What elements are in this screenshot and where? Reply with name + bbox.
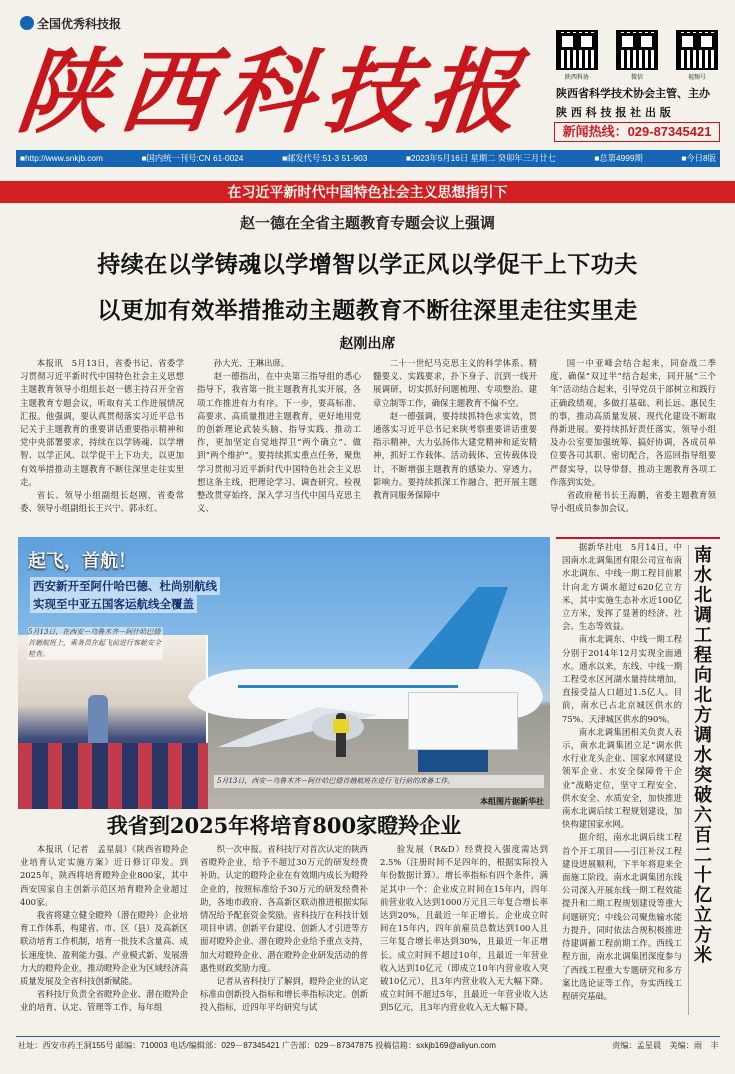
paragraph: 南水北调东、中线一期工程分别于2014年12月实现全面通水。通水以来，东线、中线一期工程受水区河湖水量持续增加，直接受益人口超过1.5亿人。目前，南水已占北京城区供水的75%、天津城区供水的90%。: [562, 634, 682, 724]
publisher-text: 陕 西 科 技 报 社 出 版: [556, 106, 671, 119]
masthead-char: 技: [318, 38, 424, 146]
water-body: [562, 541, 682, 1015]
paragraph: 据介绍，南水北调后续工程首个开工项目——引江补汉工程建设进展顺利，下半年将迎来全面施工阶段。南水北调集团东线公司深入开展东线一期工程效能提升和二期工程规划建设等重大问题研究；中线公司聚焦输水能力提升，同时依法合规积极推进待建调蓄工程前期工作。西线工程方面，南水北调集团深度参与了西线工程重大专题研究和多方案比选论证等工作，夯实西线工程研究基础。: [562, 832, 682, 1001]
page-count: ■今日8版: [681, 153, 716, 163]
qr-code-group: [556, 30, 718, 81]
award-text: 全国优秀科技报: [20, 15, 121, 32]
paragraph: 据新华社电 5月14日，中国南水北调集团有限公司宣布南水北调东、中线一期工程目前累计向北方调水超过620亿立方米，其中实施生态补水近100亿立方米，发挥了显著的经济、社会、生态等效益。: [562, 542, 682, 632]
paragraph: 省长、领导小组副组长赵刚，省委常委、领导小组副组长王兴宁、郭永红、: [20, 490, 184, 514]
lead-column-2: [197, 357, 361, 543]
paragraph: 省科技厅负责全省瞪羚企业、潜在瞪羚企业的培育、认定、管理等工作，每年组: [20, 989, 188, 1013]
award-logo-icon: [20, 16, 34, 30]
issue-date: ■2023年5月16日 星期二 癸卯年三月廿七: [405, 153, 556, 163]
cn-number: ■国内统一刊号:CN 61-0024: [141, 153, 244, 163]
second-column-1: [20, 843, 188, 1029]
photo-caption: 5月13日，西安－乌鲁木齐－阿什哈巴德首趟航班在进行飞行前的准备工作。: [214, 775, 544, 788]
paragraph: 赵一德指出，在中央第三指导组的悉心指导下，我省第一批主题教育扎实开展，各项工作推进有力有序。下一步，要高标准、高要求、高质量推进主题教育，更好地用党的创新理论武装头脑、指导实践、推动工作，更加坚定自觉地捍卫“两个确立”、做到“两个维护”。要持续抓实重点任务，聚焦学习贯彻习近平新时代中国特色社会主义思想这条主线，把理论学习、调查研究、检视整改贯穿始终，深入学习当代中国马克思主义、: [197, 371, 361, 514]
paragraph: 赵一德强调，要持续抓特色求实效，贯通落实习近平总书记来陕考察重要讲话重要指示精神，大力弘扬伟大建党精神和延安精神，抓好工作载体、活动载体、宣传载体设计，不断增强主题教育的感染力、穿透力、影响力。要持续抓深工作融合，把开展主题教育同服务保障中: [373, 410, 537, 501]
masthead-char: 报: [420, 38, 526, 146]
paragraph: 国一中亚峰会结合起来，同奋战二季度、确保“双过半”结合起来，同开展“三个年”活动结合起来，引导党员干部树立和践行正确政绩观，多做打基础、利长远、惠民生的事，推动高质量发展、现代化建设不断取得新进展。要持续抓好责任落实，领导小组及办公室要加强统筹、搞好协调，各成员单位要各司其职、密切配合，各巡回指导组要严督实导，以导带督，推动主题教育各项工作落到实处。: [550, 358, 716, 487]
qr-code-icon[interactable]: [616, 30, 658, 70]
qr-label: 微信: [630, 75, 643, 81]
paragraph: 本报讯 5月13日，省委书记、省委学习贯彻习近平新时代中国特色社会主义思想主题教育领导小组组长赵一德主持召开全省主题教育专题会议，听取有关工作进展情况汇报。他强调，要认真贯彻落实习近平总书记关于主题教育的重要讲话重要指示精神和党中央部署要求，持续在以学铸魂、以学增智、以学正风、以学促干上下功夫，以更加有效举措推动主题教育不断往深里走往实里走。: [20, 358, 184, 487]
photo-credit: 本组图片据新华社: [480, 797, 544, 806]
sponsor-text: 陕西省科学技术协会主管、主办: [556, 87, 710, 100]
water-headline: 南水北调工程向北方调水突破六百二十亿立方米: [688, 545, 716, 1015]
paragraph: 省政府秘书长王海鹏，省委主题教育领导小组成员参加会议。: [550, 490, 716, 514]
footer-rule: [16, 1036, 720, 1037]
news-hotline: 新闻热线：029-87345421: [554, 122, 720, 142]
post-code: ■邮发代号:51-3 51-903: [282, 153, 368, 163]
second-text: 验发展（R&D）经费投入强度需达到2.5%（注册时间不足四年的，根据实际投入年份数据计算）。增长率指标有四个条件，满足其中一个：企业成立时间在15年内，四年前营业收入达到1000万元且三年复合增长率达到20%，且最近一年正增长。企业成立时间在15年内，四年前雇员总数达到100人且三年复合增长率达到30%，且最近一年正增长。成立时间不超过10年，且最近一年营业收入达到10亿元（即成立10年内营业收入突破10亿元），且3年内营业收入无大幅下降。成立时间不超过5年，且最近一年营业收入达到5亿元，且3年内营业收入无大幅下降。: [380, 844, 548, 1013]
main-photo: [18, 537, 550, 809]
lead-headline-2: 以更加有效举措推动主题教育不断往深里走往实里走: [97, 297, 638, 323]
paragraph: 织一次申报。省科技厅对首次认定的陕西省瞪羚企业，给予不超过30万元的研发经费补助。认定的瞪羚企业在有效期内成长为瞪羚企业的，按照标准给予30万元的研发经费补助，各地市政府、各高新区联动推进根据实际情况给予配套资金奖励。省科技厅在科技计划项目申请、创新平台建设、创新人才引进等方面对瞪羚企业、潜在瞪羚企业给予重点支持，加大对瞪羚企业、潜在瞪羚企业研发活动的普惠性财政奖励力度。: [200, 844, 368, 973]
footer-address: 社址：西安市药王洞155号 邮编：710003 电话/编辑部：029－87345421 广告部：029－87347875 投稿信箱：sxkjb169@aliyun.com: [18, 1041, 496, 1050]
photo-headline-2: 实现至中亚五国客运航线全覆盖: [30, 595, 197, 613]
paragraph: 我省将建立健全瞪羚（潜在瞪羚）企业培育工作体系，构建省、市、区（县）及高新区联动培育工作机制，培育一批技术含量高、成长速度快、盈利能力强、产业模式新、发展潜力大的瞪羚企业，推动瞪羚企业为区域经济高质量发展及全省科技创新赋能。: [20, 910, 188, 987]
qr-code-icon[interactable]: [556, 30, 598, 70]
photo-label: 起飞，首航！: [28, 551, 136, 571]
lead-kicker: 赵一德在全省主题教育专题会议上强调: [239, 215, 495, 232]
website-link[interactable]: ■http://www.snkjb.com: [20, 153, 103, 163]
catering-truck: [408, 692, 518, 750]
paragraph: 二十一世纪马克思主义的科学体系、精髓要义、实践要求，扑下身子、沉到一线开展调研，切实抓好问题梳理、专项整治、建章立制等工作，确保主题教育不偏不空。: [373, 358, 537, 408]
footer-editors: 责编：孟星晨 美编：雨 丰: [612, 1041, 719, 1050]
qr-label: 陕西科协: [564, 75, 589, 81]
paragraph: 南水北调集团相关负责人表示，南水北调集团立足“调水供水行业龙头企业、国家水网建设领军企业、水安全保障骨干企业”战略定位，坚守工程安全、供水安全、水质安全，加快推进南水北调后续工程规划建设，加快构建国家水网。: [562, 726, 682, 830]
lead-column-3: [373, 357, 537, 543]
theme-banner: 在习近平新时代中国特色社会主义思想指引下: [0, 181, 735, 203]
paragraph: 本报讯（记者 孟星晨）《陕西省瞪羚企业培育认定实施方案》近日修订印发。到2025年，陕西将培育瞪羚企业800家，其中西安国家自主创新示范区培育瞪羚企业超过400家。: [20, 844, 188, 907]
second-headline: 我省到2025年将培育800家瞪羚企业: [106, 813, 462, 838]
paragraph: 记者从省科技厅了解到，瞪羚企业的认定标准由创新投入指标和增长率指标决定。创新投入指标，近四年平均研究与试: [200, 976, 368, 1013]
second-column-3: [380, 843, 548, 1029]
masthead-title: [12, 36, 538, 148]
lead-column-4: [550, 357, 716, 543]
info-bar: [16, 150, 720, 167]
qr-code-icon[interactable]: [676, 30, 718, 70]
lead-column-1: [20, 357, 184, 543]
masthead-char: 科: [216, 38, 322, 146]
qr-label: 视频号: [687, 75, 706, 81]
small-caption: 5月13日，在西安－乌鲁木齐－阿什哈巴德首趟航班上，乘务员在起飞前进行客舱安全检查。: [28, 628, 161, 658]
masthead-char: 西: [114, 38, 220, 146]
second-column-2: [200, 843, 368, 1029]
issue-number: ■总第4999期: [594, 153, 643, 163]
photo-headline-1: 西安新开至阿什哈巴德、杜尚别航线: [30, 577, 220, 595]
paragraph: 孙大光、王琳出席。: [213, 358, 290, 368]
lead-headline-1: 持续在以学铸魂以学增智以学正风以学促干上下功夫: [97, 251, 638, 277]
masthead-char: 陕: [12, 38, 118, 146]
lead-sub: 赵刚出席: [339, 335, 396, 351]
